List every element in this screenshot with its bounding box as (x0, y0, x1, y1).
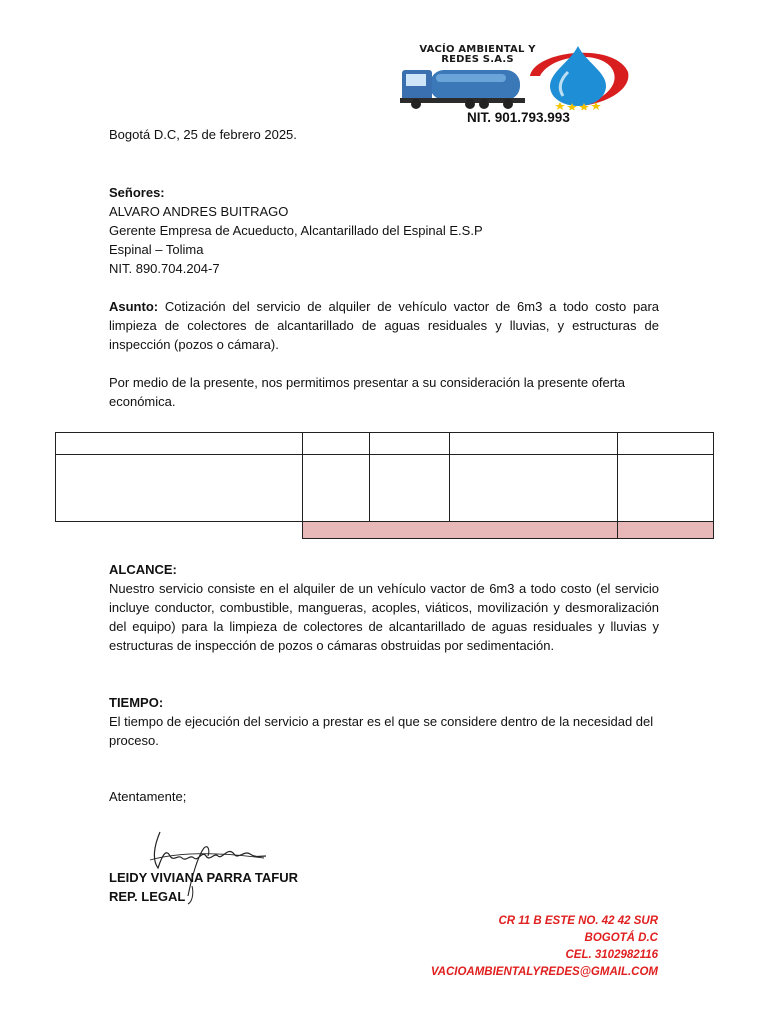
contact-email[interactable]: VACIOAMBIENTALYREDES@GMAIL.COM (430, 966, 658, 978)
contact-phone: CEL. 3102982116 (565, 949, 658, 961)
table-cell (370, 455, 450, 522)
intro-paragraph: Por medio de la presente, nos permitimos presentar a su consideración la presente oferta económica. (109, 375, 625, 409)
table-cell (56, 433, 303, 455)
recipient-name: ALVARO ANDRES BUITRAGO (109, 204, 289, 219)
time-text: El tiempo de ejecución del servicio a prestar es el que se considere dentro de la necesidad del proceso. (109, 714, 654, 748)
table-row (56, 455, 714, 522)
table-cell (618, 455, 714, 522)
salutation: Señores: (109, 185, 165, 200)
closing: Atentamente; (109, 789, 187, 804)
signer-role: REP. LEGAL (109, 889, 186, 904)
total-label-cell (303, 522, 618, 539)
recipient-nit: NIT. 890.704.204-7 (109, 261, 220, 276)
scope-text: Nuestro servicio consiste en el alquiler de un vehículo vactor de 6m3 a todo costo (el servicio incluye conductor, combustible, mangueras, acoples, viáticos, movilización y desmoralización del equipo) para la limpieza de colectores de alcantarillado de aguas residuales y lluvias y estructuras de inspección de pozos o cámaras obstruidas por sedimentación. (109, 581, 659, 653)
subject-text: Cotización del servicio de alquiler de vehículo vactor de 6m3 a todo costo para limpieza de colectores de alcantarillado de aguas residuales y lluvias, y estructuras de inspección (pozos o cámara). (109, 299, 659, 352)
contact-address: CR 11 B ESTE NO. 42 42 SUR (498, 915, 658, 927)
table-cell (56, 522, 303, 539)
time-title: TIEMPO: (109, 695, 164, 710)
contact-city: BOGOTÁ D.C (584, 932, 658, 944)
signer-name: LEIDY VIVIANA PARRA TAFUR (109, 870, 298, 885)
subject-label: Asunto: (109, 299, 159, 314)
table-cell (450, 455, 618, 522)
table-header-row (56, 433, 714, 455)
table-cell (303, 433, 370, 455)
table-cell (618, 433, 714, 455)
table-total-row (56, 522, 714, 539)
table-cell (56, 455, 303, 522)
logo-wordmark: VACÍO AMBIENTAL Y REDES S.A.S (419, 44, 536, 65)
subject-paragraph (109, 297, 659, 354)
recipient-city: Espinal – Tolima (109, 242, 204, 257)
quote-table (55, 432, 714, 539)
table-cell (370, 433, 450, 455)
date-line: Bogotá D.C, 25 de febrero 2025. (109, 127, 297, 142)
total-value-cell (618, 522, 714, 539)
company-nit: NIT. 901.793.993 (467, 110, 570, 125)
table-cell (450, 433, 618, 455)
recipient-position: Gerente Empresa de Acueducto, Alcantarillado del Espinal E.S.P (109, 223, 483, 238)
table-cell (303, 455, 370, 522)
scope-title: ALCANCE: (109, 562, 177, 577)
